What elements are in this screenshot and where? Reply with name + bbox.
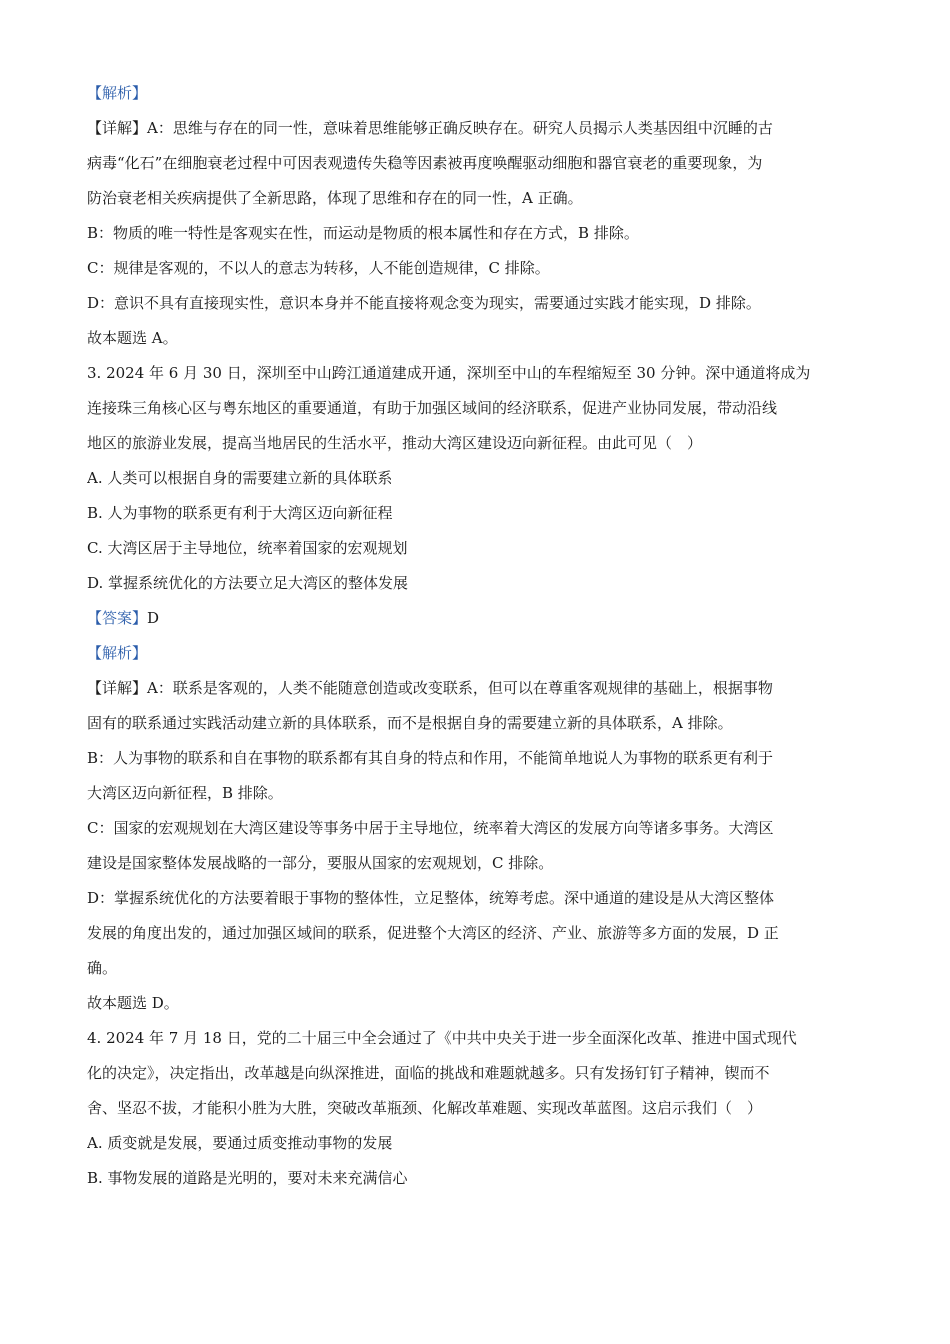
q2-detail-line <box>87 111 863 146</box>
q3-detail-line: 确。 <box>87 959 118 977</box>
q3-analysis-heading <box>87 636 863 671</box>
q2-analysis-heading <box>87 76 863 111</box>
q3-detail-line: 建设是国家整体发展战略的一部分，要服从国家的宏观规划，C 排除。 <box>87 854 554 872</box>
q4-option-a: A. 质变就是发展，要通过质变推动事物的发展 <box>87 1134 393 1152</box>
analysis-tag: 【解析】 <box>87 84 148 102</box>
q3-stem-line: 地区的旅游业发展，提高当地居民的生活水平，推动大湾区建设迈向新征程。由此可见（ ） <box>87 434 703 452</box>
q3-option-c: C. 大湾区居于主导地位，统率着国家的宏观规划 <box>87 539 408 557</box>
q3-stem-line: 连接珠三角核心区与粤东地区的重要通道，有助于加强区域间的经济联系，促进产业协同发展，带动沿线 <box>87 399 778 417</box>
q2-detail-text: A：思维与存在的同一性，意味着思维能够正确反映存在。研究人员揭示人类基因组中沉睡的古 <box>147 119 773 137</box>
q2-conclusion: 故本题选 A。 <box>87 329 178 347</box>
q3-conclusion: 故本题选 D。 <box>87 994 179 1012</box>
document-page <box>87 76 863 1196</box>
q2-option-d-explanation: D：意识不具有直接现实性，意识本身并不能直接将观念变为现实，需要通过实践才能实现，D 排除。 <box>87 294 761 312</box>
q3-stem-line: 3. 2024 年 6 月 30 日，深圳至中山跨江通道建成开通，深圳至中山的车程缩短至 30 分钟。深中通道将成为 <box>87 364 811 382</box>
detail-tag: 【详解】 <box>87 679 148 697</box>
q4-option-b: B. 事物发展的道路是光明的，要对未来充满信心 <box>87 1169 408 1187</box>
q3-option-a: A. 人类可以根据自身的需要建立新的具体联系 <box>87 469 393 487</box>
q3-detail-line: 大湾区迈向新征程，B 排除。 <box>87 784 283 802</box>
q4-stem-line: 4. 2024 年 7 月 18 日，党的二十届三中全会通过了《中共中央关于进一步全面深化改革、推进中国式现代 <box>87 1029 797 1047</box>
analysis-tag: 【解析】 <box>87 644 148 662</box>
q2-option-c-explanation: C：规律是客观的，不以人的意志为转移，人不能创造规律，C 排除。 <box>87 259 550 277</box>
answer-value: D <box>147 609 160 627</box>
q4-stem-line: 化的决定》，决定指出，改革越是向纵深推进，面临的挑战和难题就越多。只有发扬钉钉子精神，锲而不 <box>87 1064 770 1082</box>
q3-detail-text: A：联系是客观的，人类不能随意创造或改变联系，但可以在尊重客观规律的基础上，根据事物 <box>147 679 773 697</box>
q4-stem-line: 舍、坚忍不拔，才能积小胜为大胜，突破改革瓶颈、化解改革难题、实现改革蓝图。这启示我们（ ） <box>87 1099 763 1117</box>
q3-detail-line: 发展的角度出发的，通过加强区域间的联系，促进整个大湾区的经济、产业、旅游等多方面的发展，D 正 <box>87 924 779 942</box>
detail-tag: 【详解】 <box>87 119 148 137</box>
q3-option-d: D. 掌握系统优化的方法要立足大湾区的整体发展 <box>87 574 409 592</box>
q2-detail-line: 病毒“化石”在细胞衰老过程中可因表观遗传失稳等因素被再度唤醒驱动细胞和器官衰老的重要现象，为 <box>87 154 763 172</box>
q3-detail-line: B：人为事物的联系和自在事物的联系都有其自身的特点和作用，不能简单地说人为事物的联系更有利于 <box>87 749 774 767</box>
q3-detail-line: 固有的联系通过实践活动建立新的具体联系，而不是根据自身的需要建立新的具体联系，A 排除。 <box>87 714 733 732</box>
q3-detail-line <box>87 671 863 706</box>
q3-detail-line: C：国家的宏观规划在大湾区建设等事务中居于主导地位，统率着大湾区的发展方向等诸多事务。大湾区 <box>87 819 774 837</box>
q3-option-b: B. 人为事物的联系更有利于大湾区迈向新征程 <box>87 504 393 522</box>
answer-tag: 【答案】 <box>87 609 148 627</box>
q2-detail-line: 防治衰老相关疾病提供了全新思路，体现了思维和存在的同一性，A 正确。 <box>87 189 583 207</box>
q3-answer <box>87 601 863 636</box>
q3-detail-line: D：掌握系统优化的方法要着眼于事物的整体性，立足整体，统筹考虑。深中通道的建设是从大湾区整体 <box>87 889 775 907</box>
q2-option-b-explanation: B：物质的唯一特性是客观实在性，而运动是物质的根本属性和存在方式，B 排除。 <box>87 224 639 242</box>
